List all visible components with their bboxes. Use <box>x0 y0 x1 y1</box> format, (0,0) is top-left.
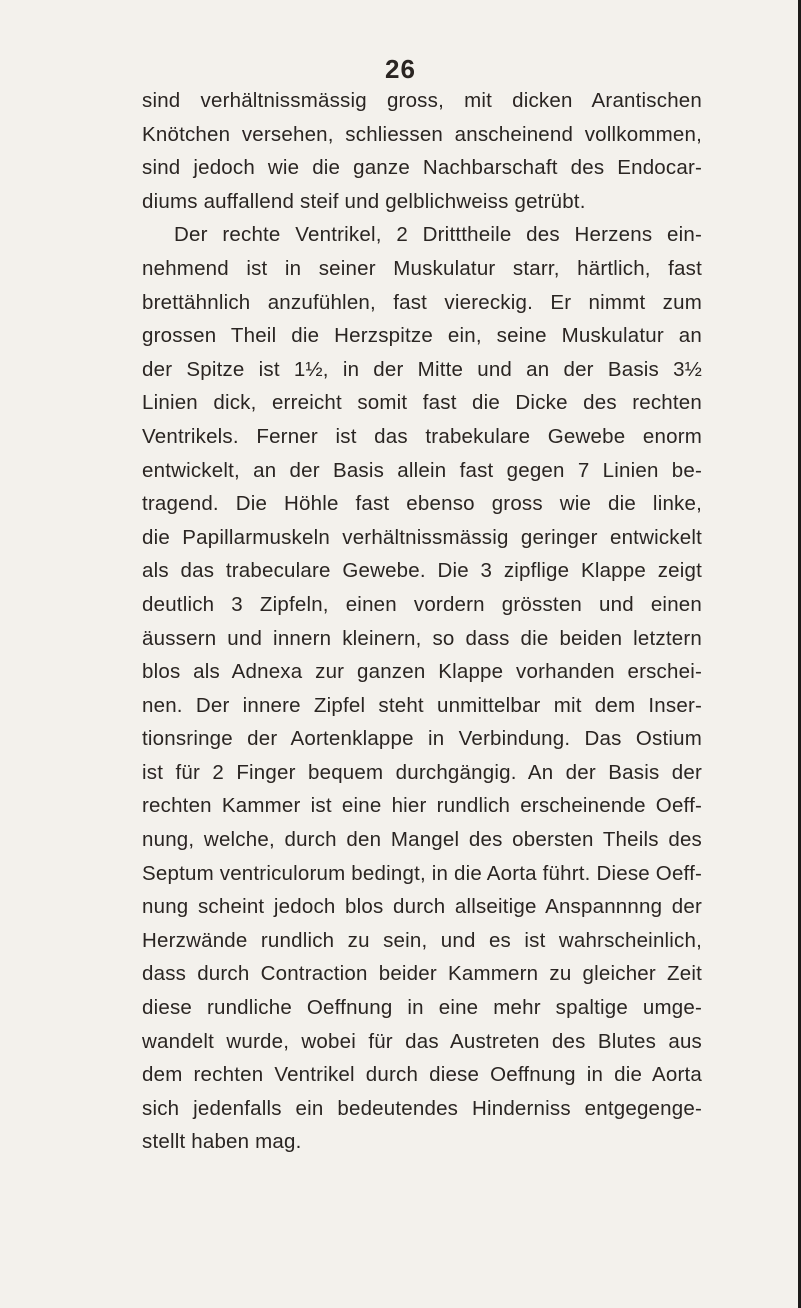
text-line: Herzwände rundlich zu sein, und es ist wahrscheinlich, <box>142 928 702 952</box>
text-line: sind jedoch wie die ganze Nachbarschaft des Endocar- <box>142 156 702 180</box>
text-line: deutlich 3 Zipfeln, einen vordern grössten und einen <box>142 592 702 616</box>
text-line: der Spitze ist 1½, in der Mitte und an der Basis 3½ <box>142 357 702 381</box>
text-line: grossen Theil die Herzspitze ein, seine Muskulatur an <box>142 324 702 348</box>
body-text <box>142 84 702 1159</box>
text-line: ist für 2 Finger bequem durchgängig. An der Basis der <box>142 760 702 784</box>
text-line: brettähnlich anzufühlen, fast viereckig. Er nimmt zum <box>142 290 702 314</box>
text-line: Der rechte Ventrikel, 2 Dritttheile des Herzens ein- <box>174 223 702 247</box>
text-line: diese rundliche Oeffnung in eine mehr spaltige umge- <box>142 996 702 1020</box>
text-line: Septum ventriculorum bedingt, in die Aorta führt. Diese Oeff- <box>142 861 702 885</box>
text-line: rechten Kammer ist eine hier rundlich erscheinende Oeff- <box>142 794 702 818</box>
text-line: Linien dick, erreicht somit fast die Dicke des rechten <box>142 391 702 415</box>
text-line: nung scheint jedoch blos durch allseitige Anspannnng der <box>142 895 702 919</box>
page-number: 26 <box>385 54 416 84</box>
text-line: tionsringe der Aortenklappe in Verbindung. Das Ostium <box>142 727 702 751</box>
text-line: dass durch Contraction beider Kammern zu gleicher Zeit <box>142 962 702 986</box>
text-line: diums auffallend steif und gelblichweiss getrübt. <box>142 189 586 213</box>
text-line: blos als Adnexa zur ganzen Klappe vorhanden erschei- <box>142 660 702 684</box>
text-line: dem rechten Ventrikel durch diese Oeffnung in die Aorta <box>142 1063 702 1087</box>
text-line: Knötchen versehen, schliessen anscheinend vollkommen, <box>142 122 702 146</box>
text-line: Ventrikels. Ferner ist das trabekulare Gewebe enorm <box>142 424 702 448</box>
text-line: wandelt wurde, wobei für das Austreten des Blutes aus <box>142 1029 702 1053</box>
text-line: äussern und innern kleinern, so dass die beiden letztern <box>142 626 702 650</box>
text-line: entwickelt, an der Basis allein fast gegen 7 Linien be- <box>142 458 702 482</box>
text-line: nen. Der innere Zipfel steht unmittelbar mit dem Inser- <box>142 693 702 717</box>
text-line: sich jedenfalls ein bedeutendes Hinderniss entgegenge- <box>142 1096 702 1120</box>
text-line: sind verhältnissmässig gross, mit dicken Arantischen <box>142 89 702 112</box>
text-line: nehmend ist in seiner Muskulatur starr, härtlich, fast <box>142 256 702 280</box>
text-line: nung, welche, durch den Mangel des obersten Theils des <box>142 828 702 852</box>
text-line: tragend. Die Höhle fast ebenso gross wie die linke, <box>142 492 702 516</box>
text-line: stellt haben mag. <box>142 1130 302 1154</box>
text-line: als das trabeculare Gewebe. Die 3 zipflige Klappe zeigt <box>142 559 702 583</box>
text-line: die Papillarmuskeln verhältnissmässig geringer entwickelt <box>142 525 702 549</box>
